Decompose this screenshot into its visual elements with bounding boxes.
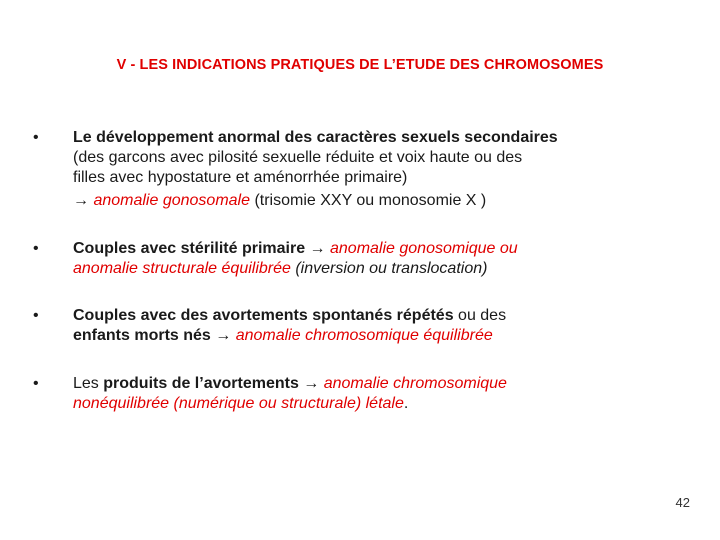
highlight-text: anomalie gonosomique ou: [330, 240, 518, 257]
item-text: [73, 374, 693, 394]
highlight-text: anomalie structurale équilibrée: [73, 260, 291, 277]
highlight-text: anomalie chromosomique: [323, 375, 507, 392]
item-text: Le développement anormal des caractères sexuels secondaires: [73, 129, 558, 146]
arrow: →: [298, 375, 324, 392]
item-text: filles avec hypostature et aménorrhée primaire): [73, 169, 408, 186]
slide-title: V - LES INDICATIONS PRATIQUES DE L’ETUDE DES CHROMOSOMES: [116, 57, 604, 73]
item-text: Les: [73, 375, 104, 392]
arrow: →: [210, 327, 236, 344]
item-text: (des garcons avec pilosité sexuelle réduite et voix haute ou des: [73, 149, 523, 166]
item-text: [73, 306, 693, 326]
bullet-dot: •: [33, 129, 39, 146]
bullet-dot: •: [33, 307, 39, 324]
item-text: [73, 259, 693, 279]
item-text: [73, 326, 693, 346]
bold-text: Couples avec des avortements spontanés répétés: [73, 307, 454, 324]
bold-text: produits de l’avortements: [103, 375, 299, 392]
highlight-text: anomalie gonosomale: [93, 192, 250, 209]
item-text: (inversion ou translocation): [290, 260, 488, 277]
arrow: →: [73, 192, 94, 209]
item-text: [73, 191, 693, 211]
item-text: [73, 239, 693, 259]
item-text: .: [403, 395, 409, 412]
bold-text: Couples avec stérilité primaire: [73, 240, 306, 257]
item-text: ou des: [453, 307, 507, 324]
page-number: 42: [675, 495, 690, 510]
bold-text: enfants morts nés: [73, 327, 211, 344]
highlight-text: anomalie chromosomique équilibrée: [235, 327, 493, 344]
bullet-dot: •: [33, 375, 39, 392]
item-text: [73, 394, 693, 414]
bullet-dot: •: [33, 240, 39, 257]
arrow: →: [305, 240, 330, 257]
highlight-text: nonéquilibrée (numérique ou structurale) létale: [73, 395, 404, 412]
item-text: (trisomie XXY ou monosomie X ): [250, 192, 487, 209]
